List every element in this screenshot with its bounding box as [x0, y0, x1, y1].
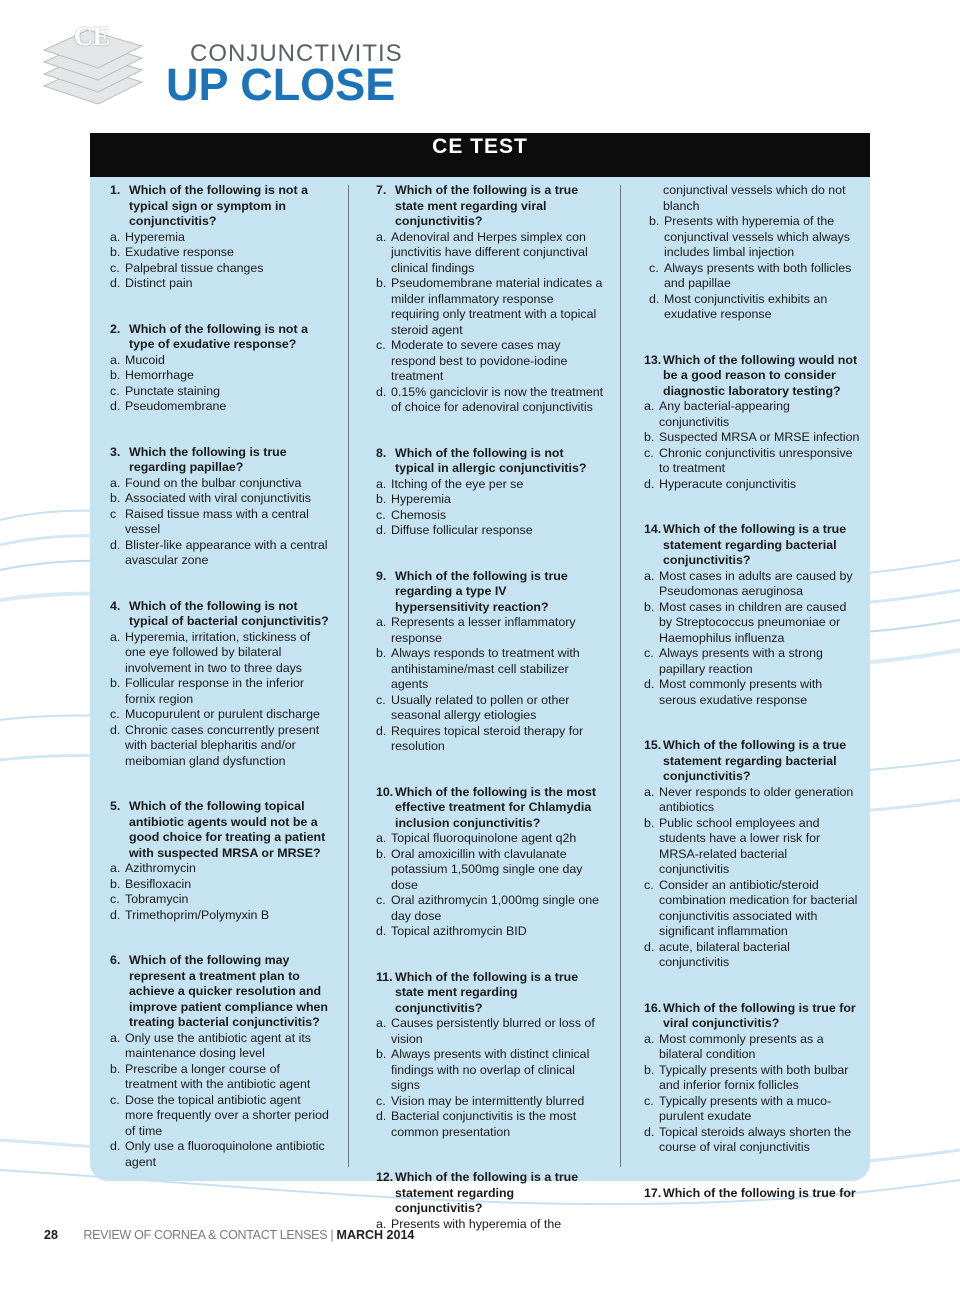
option-text: Hyperemia, irritation, stickiness of one eye followed by bilateral involvement in two to three days	[125, 629, 311, 675]
question-stem	[376, 569, 604, 616]
option-text: Always responds to treatment with antihistamine/mast cell stabilizer agents	[391, 646, 580, 691]
question-text: Which of the following is true for	[663, 1185, 856, 1200]
answer-option	[644, 261, 860, 292]
option-text: 0.15% ganciclovir is now the treatment of choice for adenoviral conjunctivitis	[391, 384, 604, 414]
question-text: Which of the following is not a typical sign or symptom in conjunctivitis?	[129, 183, 308, 228]
option-letter: a.	[644, 784, 655, 799]
option-letter: d.	[644, 1124, 655, 1139]
option-text: Always presents with distinct clinical findings with no overlap of clinical signs	[391, 1047, 590, 1092]
option-text: Consider an antibiotic/steroid combination medication for bacterial conjunctivitis associated with significant inflammation	[659, 877, 858, 938]
answer-option	[110, 1093, 330, 1140]
answer-option	[644, 477, 860, 493]
title-line-1: CONJUNCTIVITIS	[190, 40, 403, 67]
option-letter: b.	[110, 245, 121, 259]
option-text: Hyperemia	[125, 229, 185, 244]
option-letter: a.	[110, 629, 121, 644]
option-letter: b.	[376, 276, 387, 290]
question-number: 4.	[110, 598, 121, 613]
option-text: Exudative response	[125, 245, 234, 259]
publication-name: REVIEW OF CORNEA & CONTACT LENSES |	[83, 1228, 337, 1242]
answer-option	[644, 292, 860, 323]
option-letter: b.	[110, 876, 121, 891]
option-letter: c.	[644, 445, 654, 460]
option-text: Mucoid	[125, 352, 165, 367]
answer-option	[644, 940, 860, 971]
option-letter: b.	[644, 599, 655, 614]
ce-logo	[40, 24, 148, 108]
option-letter: b.	[644, 815, 655, 830]
question-text: Which of the following is a true statement regarding bacterial conjunctivitis?	[663, 522, 847, 567]
answer-option	[376, 523, 604, 539]
answer-option	[110, 877, 330, 893]
option-text: Most commonly presents with serous exudative response	[659, 677, 823, 707]
question-number: 1.	[110, 183, 121, 197]
answer-option	[110, 476, 330, 492]
continued-question	[644, 183, 860, 323]
footer	[44, 1228, 414, 1242]
answer-option	[644, 399, 860, 430]
answer-option	[376, 477, 604, 493]
indent	[644, 183, 663, 214]
option-text: Prescribe a longer course of treatment with the antibiotic agent	[125, 1061, 311, 1091]
answer-option	[110, 1139, 330, 1170]
question-number: 7.	[376, 183, 387, 197]
ce-test-panel	[90, 133, 870, 1231]
option-letter: a.	[110, 229, 121, 244]
option-text: Only use a fluoroquinolone antibiotic agent	[125, 1139, 325, 1169]
option-text: Always presents with both follicles and papillae	[664, 260, 852, 290]
option-letter: c.	[110, 707, 120, 721]
option-letter: d.	[376, 523, 387, 537]
option-letter: c.	[110, 1092, 120, 1107]
answer-option	[376, 1016, 604, 1047]
option-text: Causes persistently blurred or loss of vision	[391, 1016, 595, 1046]
answer-option	[644, 430, 860, 446]
question-text: Which of the following is a true state ment regarding conjunctivitis?	[395, 969, 579, 1015]
option-text: Follicular response in the inferior fornix region	[125, 676, 305, 706]
answer-option	[376, 924, 604, 940]
answer-option	[376, 385, 604, 416]
question-text: Which of the following is true for viral conjunctivitis?	[663, 1000, 856, 1030]
answer-option	[110, 230, 330, 246]
option-text: Oral azithromycin 1,000mg single one day dose	[391, 893, 599, 923]
option-text: Punctate staining	[125, 383, 221, 398]
answer-option	[110, 676, 330, 707]
question	[376, 1170, 604, 1232]
option-text: Itching of the eye per se	[391, 476, 524, 491]
option-text: Topical steroids always shorten the course of viral conjunctivitis	[659, 1124, 852, 1154]
option-letter: a.	[644, 568, 655, 583]
option-text: Always presents with a strong papillary reaction	[659, 646, 823, 676]
option-letter: d.	[110, 276, 121, 290]
answer-option	[644, 1063, 860, 1094]
option-letter: d.	[110, 907, 121, 922]
question-number: 6.	[110, 953, 121, 967]
column-1	[110, 183, 330, 1200]
answer-option	[376, 230, 604, 277]
question-number: 14.	[644, 522, 662, 536]
option-text: Bacterial conjunctivitis is the most common presentation	[391, 1109, 577, 1139]
question-stem	[376, 183, 604, 230]
question-stem	[110, 322, 330, 353]
answer-option	[376, 615, 604, 646]
question	[644, 1001, 860, 1156]
column-divider	[620, 185, 621, 1167]
option-text: Represents a lesser inflammatory response	[391, 615, 576, 645]
question-text: Which of the following is not a type of exudative response?	[129, 321, 308, 351]
option-text: Adenoviral and Herpes simplex con junctivitis have different conjunctival clinical findings	[391, 229, 588, 275]
option-text: Topical azithromycin BID	[391, 924, 527, 938]
option-text: Vision may be intermittently blurred	[391, 1093, 585, 1108]
option-text: Palpebral tissue changes	[125, 260, 264, 275]
column-3	[644, 183, 860, 1231]
question-number: 17.	[644, 1185, 662, 1200]
option-text: Typically presents with both bulbar and inferior fornix follicles	[659, 1062, 849, 1092]
answer-option	[110, 861, 330, 877]
option-text: Dose the topical antibiotic agent more frequently over a shorter period of time	[125, 1092, 329, 1138]
option-text: Hyperacute conjunctivitis	[659, 476, 797, 491]
question-stem	[110, 799, 330, 861]
option-letter: b.	[376, 846, 387, 861]
question-text: Which the following is true regarding papillae?	[129, 444, 287, 474]
option-letter: d.	[376, 1109, 387, 1123]
question-number: 16.	[644, 1000, 662, 1015]
option-letter: c.	[644, 1093, 654, 1108]
option-letter: b.	[110, 491, 121, 505]
option-text: Mucopurulent or purulent discharge	[125, 707, 320, 721]
question	[110, 953, 330, 1170]
option-letter: d.	[110, 722, 121, 737]
answer-option	[376, 508, 604, 524]
question-stem	[644, 1001, 860, 1032]
option-letter: d.	[644, 476, 655, 491]
option-text: Usually related to pollen or other seasonal allergy etiologies	[391, 692, 570, 722]
question-number: 5.	[110, 799, 121, 813]
question	[110, 599, 330, 770]
option-text: Blister-like appearance with a central avascular zone	[125, 537, 328, 567]
option-text: Never responds to older generation antibiotics	[659, 784, 854, 814]
question-text: Which of the following may represent a treatment plan to achieve a quicker resolution and improve patient compliance when treating bacterial conjunctivitis?	[129, 953, 328, 1029]
option-letter: c.	[376, 1093, 386, 1108]
option-letter: c.	[376, 507, 386, 522]
option-letter: d.	[644, 677, 655, 691]
answer-option	[644, 878, 860, 940]
option-letter: c.	[376, 338, 386, 352]
question-text: Which of the following is a true statement regarding conjunctivitis?	[395, 1170, 579, 1215]
answer-option	[376, 847, 604, 894]
answer-option	[644, 677, 860, 708]
option-text: Hyperemia	[391, 492, 451, 506]
answer-option	[110, 892, 330, 908]
option-letter: c.	[376, 893, 386, 907]
question-text: Which of the following is not typical of bacterial conjunctivitis?	[129, 598, 329, 628]
question	[376, 970, 604, 1141]
option-letter: a.	[376, 476, 387, 491]
question	[376, 785, 604, 940]
option-text: Most conjunctivitis exhibits an exudative response	[664, 291, 828, 321]
option-letter: b.	[110, 368, 121, 382]
question-number: 12.	[376, 1170, 394, 1184]
option-text: Distinct pain	[125, 276, 193, 290]
title-line-2: UP CLOSE	[166, 59, 396, 110]
question-stem	[110, 953, 330, 1031]
option-text: conjunctival vessels which do not blanch	[663, 183, 846, 213]
page-number: 28	[44, 1228, 58, 1242]
option-text: Associated with viral conjunctivitis	[125, 491, 311, 505]
question-text: Which of the following topical antibiotic agents would not be a good choice for treating a patient with suspected MRSA or MRSE?	[129, 799, 326, 860]
question-stem	[644, 1186, 860, 1202]
option-text: Most commonly presents as a bilateral condition	[659, 1031, 824, 1061]
answer-option	[110, 723, 330, 770]
option-letter: a.	[110, 1030, 121, 1045]
option-text: Suspected MRSA or MRSE infection	[659, 430, 860, 444]
question	[376, 183, 604, 416]
answer-option	[110, 384, 330, 400]
question-text: Which of the following is a true state ment regarding viral conjunctivitis?	[395, 183, 579, 228]
continued-text	[644, 183, 860, 214]
option-text: Pseudomembrane	[125, 399, 227, 413]
answer-option	[644, 646, 860, 677]
option-text: Tobramycin	[125, 892, 189, 906]
question-stem	[644, 353, 860, 400]
option-text: Most cases in adults are caused by Pseudomonas aeruginosa	[659, 568, 853, 598]
answer-option	[376, 693, 604, 724]
option-letter: c.	[644, 877, 654, 892]
option-text: acute, bilateral bacterial conjunctivitis	[659, 939, 790, 969]
answer-option	[110, 353, 330, 369]
question	[644, 1186, 860, 1202]
option-text: Hemorrhage	[125, 368, 194, 382]
answer-option	[376, 831, 604, 847]
question-stem	[644, 522, 860, 569]
option-letter: a.	[644, 399, 655, 413]
answer-option	[110, 399, 330, 415]
option-letter: c.	[649, 260, 659, 275]
option-letter: b.	[110, 1061, 121, 1076]
option-letter: a.	[376, 615, 387, 629]
option-letter: a.	[376, 831, 387, 845]
answer-option	[110, 908, 330, 924]
option-letter: b.	[644, 1062, 655, 1077]
answer-option	[376, 724, 604, 755]
question	[110, 183, 330, 292]
option-text: Public school employees and students have a lower risk for MRSA-related bacterial conjunctivitis	[659, 815, 821, 876]
option-letter: c.	[110, 260, 120, 275]
question	[110, 445, 330, 569]
option-letter: d.	[649, 291, 660, 306]
option-text: Most cases in children are caused by Streptococcus pneumoniae or Haemophilus influenza	[659, 599, 847, 645]
option-letter: b.	[376, 492, 387, 506]
answer-option	[644, 1094, 860, 1125]
question	[110, 322, 330, 415]
option-letter: a.	[110, 861, 121, 875]
answer-option	[110, 245, 330, 261]
option-text: Azithromycin	[125, 861, 196, 875]
question-text: Which of the following would not be a good reason to consider diagnostic laboratory testing?	[663, 352, 858, 398]
option-letter: a.	[376, 1016, 387, 1030]
answer-option	[644, 816, 860, 878]
answer-option	[644, 600, 860, 647]
option-text: Trimethoprim/Polymyxin B	[125, 907, 270, 922]
option-letter: b.	[110, 676, 121, 690]
option-text: Only use the antibiotic agent at its maintenance dosing level	[125, 1030, 311, 1060]
question-stem	[644, 738, 860, 785]
question	[644, 353, 860, 493]
option-letter: a.	[376, 1216, 387, 1231]
question-number: 15.	[644, 738, 662, 752]
answer-option	[376, 276, 604, 338]
question-text: Which of the following is a true statement regarding bacterial conjunctivitis?	[663, 738, 847, 783]
question-stem	[110, 599, 330, 630]
answer-option	[110, 276, 330, 292]
option-letter: c	[110, 506, 117, 521]
answer-option	[110, 538, 330, 569]
answer-option	[644, 1032, 860, 1063]
option-letter: d.	[376, 723, 387, 738]
option-text: Diffuse follicular response	[391, 523, 533, 537]
question-number: 9.	[376, 568, 387, 583]
question-number: 8.	[376, 445, 387, 460]
question	[110, 799, 330, 923]
option-letter: c.	[110, 892, 120, 906]
option-text: Topical fluoroquinolone agent q2h	[391, 831, 577, 845]
question	[376, 446, 604, 539]
answer-option	[644, 1125, 860, 1156]
logo-text: CE	[74, 22, 111, 51]
answer-option	[376, 492, 604, 508]
banner: CE TEST	[90, 133, 870, 177]
question-stem	[110, 445, 330, 476]
answer-option	[110, 630, 330, 677]
answer-option	[110, 491, 330, 507]
answer-option	[644, 785, 860, 816]
question-number: 13.	[644, 352, 662, 367]
issue-date: MARCH 2014	[336, 1228, 415, 1242]
answer-option	[110, 707, 330, 723]
option-letter: b.	[644, 430, 655, 444]
option-text: Typically presents with a muco-purulent exudate	[659, 1093, 832, 1123]
option-letter: c.	[376, 692, 386, 707]
answer-option	[110, 507, 330, 538]
answer-option	[644, 569, 860, 600]
option-text: Presents with hyperemia of the conjunctival vessels which always includes limbal injection	[664, 214, 850, 259]
column-2	[376, 183, 604, 1262]
option-text: Chronic conjunctivitis unresponsive to treatment	[659, 445, 853, 475]
option-letter: b.	[649, 214, 660, 228]
option-text: Presents with hyperemia of the	[391, 1216, 562, 1231]
option-letter: d.	[110, 399, 121, 413]
option-letter: d.	[110, 1139, 121, 1153]
answer-option	[376, 893, 604, 924]
option-text: Moderate to severe cases may respond best to povidone-iodine treatment	[391, 338, 568, 383]
option-text: Chronic cases concurrently present with bacterial blepharitis and/or meibomian gland dysfunction	[125, 722, 320, 768]
question-stem	[376, 1170, 604, 1217]
question-number: 2.	[110, 321, 121, 336]
question-text: Which of the following is true regarding a type IV hypersensitivity reaction?	[395, 568, 568, 614]
question-stem	[376, 970, 604, 1017]
option-letter: a.	[644, 1031, 655, 1046]
question	[376, 569, 604, 755]
option-letter: d.	[376, 924, 387, 938]
option-text: Pseudomembrane material indicates a milder inflammatory response requiring only treatment with a topical steroid agent	[391, 276, 603, 337]
answer-option	[644, 446, 860, 477]
question	[644, 738, 860, 971]
option-text: Any bacterial-appearing conjunctivitis	[659, 399, 790, 429]
question-text: Which of the following is not typical in allergic conjunctivitis?	[395, 445, 587, 475]
answer-option	[110, 1062, 330, 1093]
question-text: Which of the following is the most effective treatment for Chlamydia inclusion conjunctivitis?	[395, 784, 596, 830]
option-letter: c.	[644, 646, 654, 660]
question	[644, 522, 860, 708]
question-stem	[376, 446, 604, 477]
option-text: Raised tissue mass with a central vessel	[125, 506, 309, 536]
option-letter: a.	[110, 475, 121, 490]
answer-option	[376, 338, 604, 385]
column-divider	[348, 185, 349, 1167]
question-number: 11.	[376, 969, 393, 984]
option-text: Requires topical steroid therapy for resolution	[391, 723, 584, 753]
question-stem	[110, 183, 330, 230]
option-letter: a.	[376, 229, 387, 244]
question-stem	[376, 785, 604, 832]
option-letter: b.	[376, 1047, 387, 1061]
answer-option	[110, 261, 330, 277]
answer-option	[376, 646, 604, 693]
option-text: Found on the bulbar conjunctiva	[125, 475, 302, 490]
option-text: Oral amoxicillin with clavulanate potassium 1,500mg single one day dose	[391, 846, 583, 892]
answer-option	[376, 1047, 604, 1094]
option-letter: d.	[110, 537, 121, 552]
option-letter: d.	[376, 384, 387, 399]
question-number: 3.	[110, 444, 121, 459]
option-letter: c.	[110, 383, 120, 398]
option-letter: b.	[376, 646, 387, 660]
option-text: Chemosis	[391, 507, 447, 522]
answer-option	[110, 1031, 330, 1062]
option-letter: a.	[110, 352, 121, 367]
answer-option	[110, 368, 330, 384]
answer-option	[644, 214, 860, 261]
answer-option	[376, 1094, 604, 1110]
answer-option	[376, 1109, 604, 1140]
option-letter: d.	[644, 939, 655, 954]
question-number: 10.	[376, 784, 394, 799]
option-text: Besifloxacin	[125, 876, 192, 891]
